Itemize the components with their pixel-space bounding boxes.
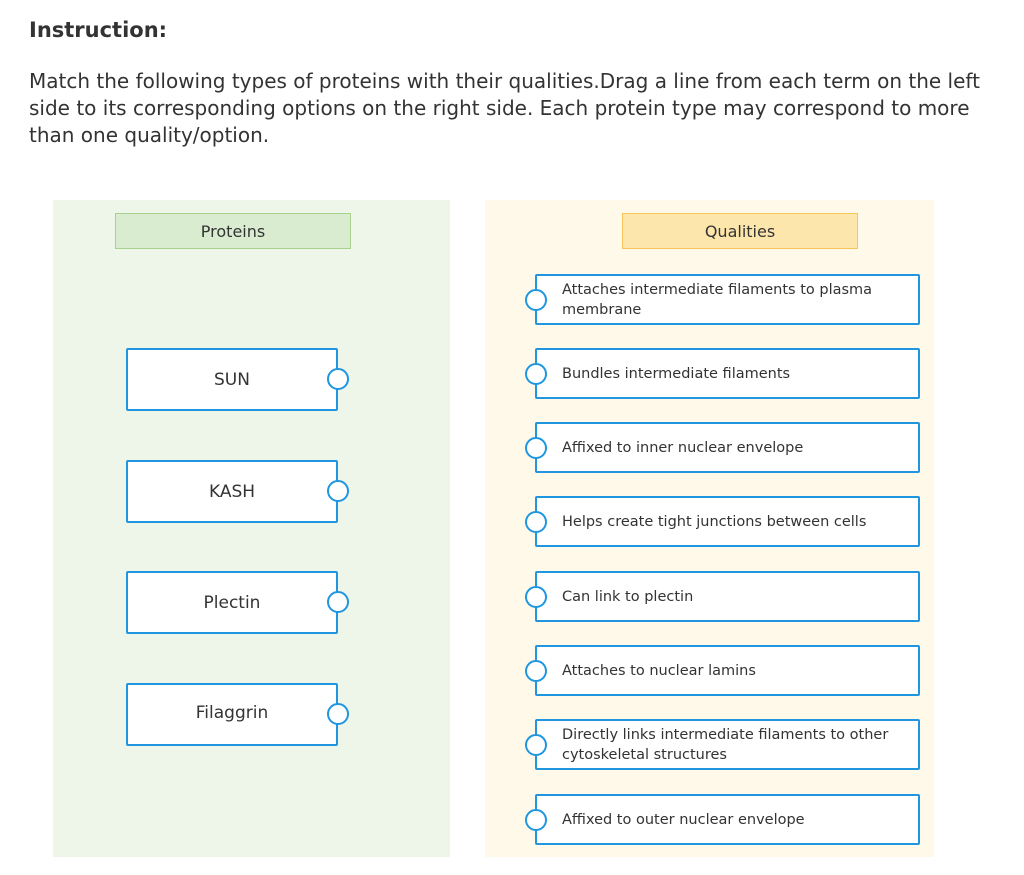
quality-label: Attaches to nuclear lamins: [562, 662, 756, 679]
proteins-panel: [53, 200, 450, 857]
quality-item[interactable]: [535, 794, 920, 845]
quality-connector-handle[interactable]: [525, 437, 547, 459]
protein-label: Plectin: [203, 592, 261, 613]
quality-connector-handle[interactable]: [525, 289, 547, 311]
quality-label: Can link to plectin: [562, 588, 694, 605]
quality-item[interactable]: [535, 422, 920, 473]
instruction-text: Match the following types of proteins with their qualities.Drag a line from each term on the left side to its corresponding options on the right side. Each protein type may correspond to more than one quality/option.: [29, 69, 980, 147]
protein-item-plectin[interactable]: [126, 571, 338, 634]
instruction-heading: Instruction:: [29, 18, 168, 42]
protein-connector-handle-filaggrin[interactable]: [327, 703, 349, 725]
quality-label: Helps create tight junctions between cells: [562, 513, 867, 530]
protein-label: Filaggrin: [195, 703, 269, 723]
protein-connector-handle-kash[interactable]: [327, 480, 349, 502]
protein-item-filaggrin[interactable]: [126, 683, 338, 746]
quality-label: Bundles intermediate filaments: [562, 365, 791, 382]
proteins-header: Proteins: [115, 213, 351, 249]
protein-connector-handle-plectin[interactable]: [327, 591, 349, 613]
quality-item[interactable]: [535, 348, 920, 399]
quality-connector-handle[interactable]: [525, 363, 547, 385]
quality-connector-handle[interactable]: [525, 734, 547, 756]
qualities-header: Qualities: [622, 213, 858, 249]
quality-connector-handle[interactable]: [525, 511, 547, 533]
protein-item-kash[interactable]: [126, 460, 338, 523]
protein-label: KASH: [208, 481, 256, 502]
quality-item[interactable]: [535, 645, 920, 696]
protein-connector-handle-sun[interactable]: [327, 368, 349, 390]
quality-item[interactable]: [535, 274, 920, 325]
quality-label: Affixed to outer nuclear envelope: [562, 811, 805, 828]
quality-connector-handle[interactable]: [525, 586, 547, 608]
quality-item[interactable]: [535, 719, 920, 770]
quality-connector-handle[interactable]: [525, 660, 547, 682]
quality-item[interactable]: [535, 571, 920, 622]
protein-label: SUN: [214, 369, 250, 390]
quality-label: Attaches intermediate filaments to plasma membrane: [562, 281, 873, 318]
quality-item[interactable]: [535, 496, 920, 547]
quality-connector-handle[interactable]: [525, 809, 547, 831]
quality-label: Directly links intermediate filaments to other cytoskeletal structures: [562, 726, 889, 763]
quality-label: Affixed to inner nuclear envelope: [562, 439, 804, 456]
protein-item-sun[interactable]: [126, 348, 338, 411]
